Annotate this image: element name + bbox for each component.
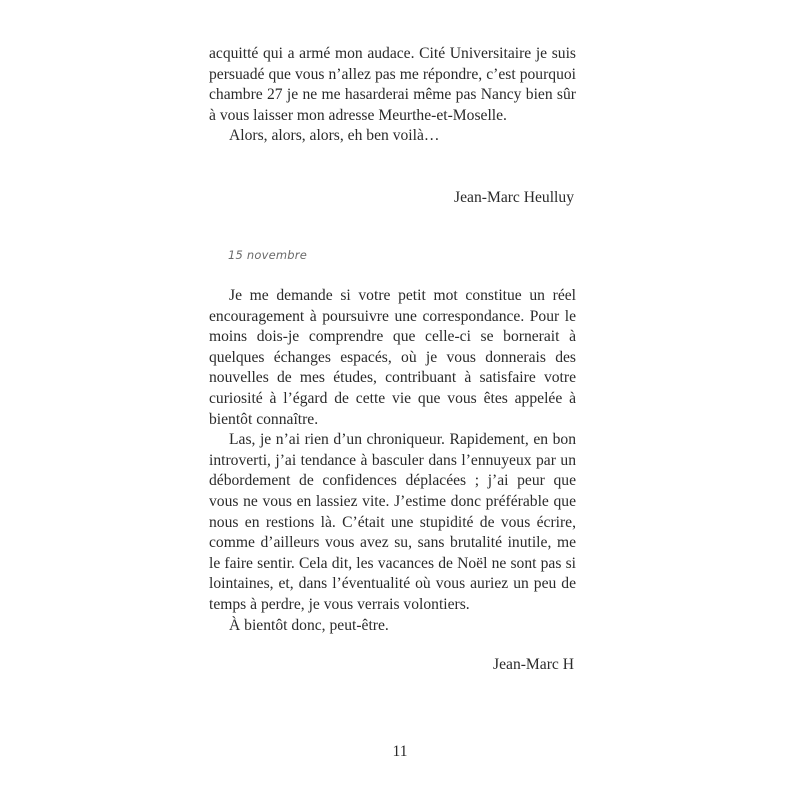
paragraph: À bientôt donc, peut-être.	[229, 616, 389, 634]
letter-body	[209, 286, 576, 636]
paragraph: Las, je n’ai rien d’un chroniqueur. Rapidement, en bon introverti, j’ai tendance à basculer dans l’ennuyeux par un débordement de confidences déplacées ; j’ai peur que vous ne vous en lassiez vite. J’estime donc préférable que nous en restions là. C’était une stupidité de vous écrire, comme d’ailleurs vous avez su, sans brutalité inutile, me le faire sentir. Cela dit, les vacances de Noël ne sont pas si lointaines, et, dans l’éventualité où vous auriez un peu de temps à perdre, je vous verrais volontiers.	[209, 431, 576, 613]
page-number: 11	[392, 743, 408, 760]
signature: Jean-Marc H	[493, 656, 574, 673]
paragraph: Alors, alors, alors, eh ben voilà…	[229, 127, 440, 145]
signature: Jean-Marc Heulluy	[454, 189, 574, 206]
letter-date-heading: 15 novembre	[228, 248, 307, 262]
paragraph: acquitté qui a armé mon audace. Cité Universitaire je suis persuadé que vous n’allez pas me répondre, c’est pourquoi chambre 27 je ne me hasarderai même pas Nancy bien sûr à vous laisser mon adresse Meurthe-et-Moselle.	[209, 45, 576, 124]
letter-end-body	[209, 44, 576, 147]
paragraph: Je me demande si votre petit mot constitue un réel encouragement à poursuivre une correspondance. Pour le moins dois-je comprendre que celle-ci se bornerait à quelques échanges espacés, où je vous donnerais des nouvelles de mes études, contribuant à satisfaire votre curiosité à l’égard de cette vie que vous êtes appelée à bientôt connaître.	[209, 287, 576, 428]
